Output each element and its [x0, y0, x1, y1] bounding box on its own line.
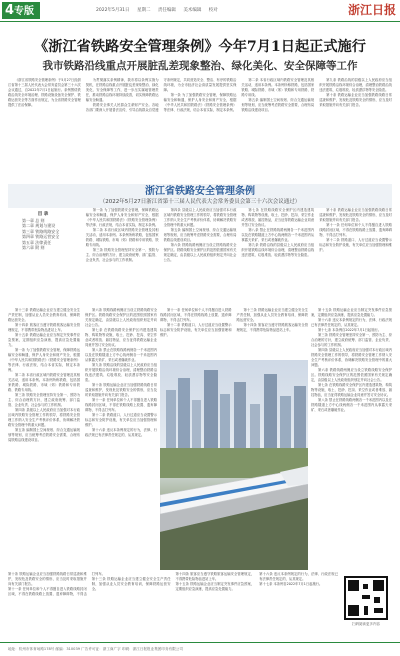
regulation-toc — [8, 212, 78, 264]
proofreader-label: 校对 — [208, 8, 218, 13]
qr-code[interactable] — [344, 576, 388, 620]
article-paragraph: 《浙江省铁路安全管理条例》于5月27日经浙江省第十三届人民代表大会常务委员会第三十六次会议通过，自2022年7月1日起施行。条例围绕铁路沿线安全环境治理、铁路设施设备安全保护、铁路运营安全等方面作出规定，为全省铁路安全管理提供了法治保障。 — [8, 78, 81, 107]
regulation-article: 第七条 在铁路线路安全保护区内建造建筑物、构筑物等设施，取土、挖砂、挖沟、采空作业或者堆放、悬挂物品，应当征得铁路运输企业同意并签订安全协议。 — [311, 383, 392, 397]
regulation-article: 第六条 铁路线路两侧应当设立铁路线路安全保护区。铁路线路安全保护区的范围依照国家有关规定确定，由县级以上人民政府组织划定并向社会公告。 — [163, 243, 237, 262]
toc-heading: 目 录 — [37, 212, 49, 217]
regulation-article: 第十一条 任何单位和个人不得擅自进入铁路线路封闭区域，不得在铁路线路上放置、遗弃障碍物，不得击打列车。 — [319, 223, 392, 237]
article-paragraph: 铁路安全事关人民群众生命财产安全。各地各部门要深入开展普法宣传，引导沿线群众自觉遵守条例规定，共同营造安全、整洁、有序的铁路沿线环境，为全市经济社会高质量发展提供坚实保障。 — [85, 78, 237, 112]
train-photo — [160, 360, 308, 570]
regulation-article: 第十二条 铁路道口、人行过道应当设置警示标志和安全防护设施，有关单位应当加强管理和维护。 — [160, 323, 232, 337]
regulation-body-right — [311, 308, 392, 570]
page-number: 4 — [5, 3, 15, 18]
regulation-article: 第十六条 违反本条例规定的行为，法律、行政法规已有法律责任规定的，从其规定。 — [259, 572, 338, 581]
article-subhead: 我市铁路沿线重点开展脏乱差现象整治、绿化美化、安全保障等工作 — [42, 60, 358, 72]
regulation-title: 浙江省铁路安全管理条例 — [145, 186, 255, 197]
regulation-body-middle — [160, 308, 308, 358]
regulation-banner — [8, 184, 392, 208]
regulation-article: 第七条 在铁路线路安全保护区内建造建筑物、构筑物等设施，取土、挖砂、挖沟、采空作业或者堆放、悬挂物品，应当征得铁路运输企业同意并签订安全协议。 — [85, 328, 157, 347]
toc-item: 第四章 铁路运营安全 — [22, 234, 60, 240]
regulation-subtitle: （2022年5月27日浙江省第十三届人民代表大会常务委员会第三十六次会议通过） — [99, 199, 301, 205]
regulation-article: 第十五条 铁路运输企业应当制定突发事件应急预案，定期组织应急演练，提高应急处置能力。 — [311, 308, 392, 317]
regulation-article: 第五条 编制国土空间规划、综合交通运输规划等规划，应当统筹考虑铁路安全需要，合理布局铁路沿线建设项目。 — [8, 428, 80, 442]
issue-weekday: 星期二 — [136, 8, 151, 13]
page-masthead — [0, 0, 400, 22]
article-paragraph: 第五条 编制国土空间规划、综合交通运输规划等规划，应当统筹考虑铁路安全需要，合理布局铁路沿线建设项目。 — [241, 98, 315, 112]
regulation-article: 第十一条 任何单位和个人不得擅自进入铁路线路封闭区域，不得在铁路线路上放置、遗弃障碍物，不得击打列车。 — [160, 308, 232, 322]
regulation-article: 第十五条 铁路运输企业应当制定突发事件应急预案，定期组织应急演练，提高应急处置能力。 — [8, 333, 80, 347]
article-paragraph: 第二条 本省行政区域内铁路安全管理及其相关活动，适用本条例。本条例所称铁路，包括国家铁路、城际铁路、市域（郊）铁路和专用铁路、铁路专用线。 — [241, 78, 315, 97]
newspaper-logo: 浙江日报 — [347, 3, 396, 17]
regulation-article: 第一条 为了加强铁路安全管理，保障铁路运输安全和畅通，保护人身安全和财产安全，根据《中华人民共和国铁路法》《铁路安全管理条例》等法律、行政法规，结合本省实际，制定本条例。 — [8, 348, 80, 372]
regulation-article: 第一条 为了加强铁路安全管理，保障铁路运输安全和畅通，保护人身安全和财产安全，根据《中华人民共和国铁路法》《铁路安全管理条例》等法律、行政法规，结合本省实际，制定本条例。 — [85, 208, 159, 227]
regulation-article: 第八条 禁止在铁路线路两侧各一千米范围内以及在铁路隧道上方中心线两侧各一千米范围内从事露天采矿、采石或者爆破作业。 — [311, 398, 392, 412]
regulation-article: 第七条 在铁路线路安全保护区内建造建筑物、构筑物等设施，取土、挖砂、挖沟、采空作业或者堆放、悬挂物品，应当征得铁路运输企业同意并签订安全协议。 — [241, 208, 315, 227]
regulation-article: 第九条 铁路沿线的县级以上人民政府应当组织开展铁路沿线环境综合治理，清理整治铁路沿线违法建筑、垃圾堆放、轻质漂浮物等安全隐患。 — [85, 363, 157, 382]
regulation-article: 第十四条 旅客应当遵守铁路旅客运输安全管理规定，不得携带危险物品进站上车。 — [236, 323, 308, 332]
article-paragraph: 第一条 为了加强铁路安全管理，保障铁路运输安全和畅通，保护人身安全和财产安全，根据《中华人民共和国铁路法》《铁路安全管理条例》等法律、行政法规，结合本省实际，制定本条例。 — [163, 93, 237, 112]
toc-item: 第五章 法律责任 — [22, 239, 52, 245]
regulation-article: 第八条 禁止在铁路线路两侧各一千米范围内以及在铁路隧道上方中心线两侧各一千米范围内从事露天采矿、采石或者爆破作业。 — [241, 228, 315, 242]
designer-label: 美术编辑 — [183, 8, 202, 13]
masthead-meta — [96, 6, 256, 16]
regulation-article: 第十一条 任何单位和个人不得擅自进入铁路线路封闭区域，不得在铁路线路上放置、遗弃障碍物，不得击打列车。 — [85, 398, 157, 412]
regulation-article: 第十六条 违反本条例规定的行为，法律、行政法规已有法律责任规定的，从其规定。 — [311, 318, 392, 327]
toc-item: 第一章 总 则 — [22, 218, 45, 223]
regulation-article: 第四条 县级以上人民政府应当加强对本行政区域内铁路安全管理工作的领导，将铁路安全管理工作纳入安全生产考核评价体系，协调解决铁路安全管理中的重大问题。 — [311, 348, 392, 367]
train-illustration — [160, 360, 308, 570]
page-number-badge — [2, 2, 40, 19]
regulation-article: 第六条 铁路线路两侧应当设立铁路线路安全保护区。铁路线路安全保护区的范围依照国家有关规定确定，由县级以上人民政府组织划定并向社会公告。 — [85, 308, 157, 327]
section-name: 专版 — [14, 6, 35, 17]
regulation-article: 第十五条 铁路运输企业应当制定突发事件应急预案，定期组织应急演练，提高应急处置能力。 — [175, 582, 255, 591]
regulation-article: 第十二条 铁路道口、人行过道应当设置警示标志和安全防护设施，有关单位应当加强管理和维护。 — [319, 238, 392, 252]
regulation-article: 第十六条 违反本条例规定的行为，法律、行政法规已有法律责任规定的，从其规定。 — [85, 428, 157, 437]
regulation-article: 第十条 铁路运输企业应当加强铁路线路日常巡查和维护，发现危及铁路安全的情形，应当及时采取措施并向有关部门报告。 — [8, 572, 87, 586]
regulation-article: 第十三条 铁路运输企业应当建立健全安全生产责任制，加强从业人员安全教育培训，保障铁路运营安全。 — [8, 308, 80, 322]
regulation-article: 第二条 本省行政区域内铁路安全管理及其相关活动，适用本条例。本条例所称铁路，包括国家铁路、城际铁路、市域（郊）铁路和专用铁路、铁路专用线。 — [8, 373, 80, 392]
regulation-article: 第三条 铁路安全管理坚持安全第一、预防为主、综合治理的方针，建立政府统筹、部门监管、企业负责、社会参与的工作机制。 — [8, 393, 80, 407]
regulation-article: 第十三条 铁路运输企业应当建立健全安全生产责任制，加强从业人员安全教育培训，保障铁路运营安全。 — [236, 308, 308, 322]
regulation-article: 第三条 铁路安全管理坚持安全第一、预防为主、综合治理的方针，建立政府统筹、部门监管、企业负责、社会参与的工作机制。 — [311, 333, 392, 347]
regulation-article: 第十条 铁路运输企业应当加强铁路线路日常巡查和维护，发现危及铁路安全的情形，应当及时采取措施并向有关部门报告。 — [319, 208, 392, 222]
regulation-article: 第十一条 任何单位和个人不得擅自进入铁路线路封闭区域，不得在铁路线路上放置、遗弃障碍物，不得击打列车。 — [8, 572, 105, 596]
regulation-article: 第十四条 旅客应当遵守铁路旅客运输安全管理规定，不得携带危险物品进站上车。 — [175, 572, 255, 581]
regulation-body-left — [8, 308, 157, 570]
toc-item: 第三章 铁路线路安全 — [22, 228, 60, 234]
regulation-article: 第六条 铁路线路两侧应当设立铁路线路安全保护区。铁路线路安全保护区的范围依照国家有关规定确定，由县级以上人民政府组织划定并向社会公告。 — [311, 368, 392, 382]
regulation-article: 第四条 县级以上人民政府应当加强对本行政区域内铁路安全管理工作的领导，将铁路安全管理工作纳入安全生产考核评价体系，协调解决铁路安全管理中的重大问题。 — [8, 408, 80, 427]
qr-caption: 扫码阅读更多内容 — [352, 622, 380, 626]
regulation-article: 第四条 县级以上人民政府应当加强对本行政区域内铁路安全管理工作的领导，将铁路安全管理工作纳入安全生产考核评价体系，协调解决铁路安全管理中的重大问题。 — [163, 208, 237, 227]
regulation-article: 第十三条 铁路运输企业应当建立健全安全生产责任制，加强从业人员安全教育培训，保障铁路运营安全。 — [91, 577, 171, 591]
regulation-article: 第十七条 本条例自2022年7月1日起施行。 — [259, 582, 323, 586]
regulation-article: 第十七条 本条例自2022年7月1日起施行。 — [318, 328, 382, 332]
regulation-article: 第十四条 旅客应当遵守铁路旅客运输安全管理规定，不得携带危险物品进站上车。 — [8, 323, 80, 332]
article-paragraph: 第十条 铁路运输企业应当加强铁路线路日常巡查和维护，发现危及铁路安全的情形，应当及时采取措施并向有关部门报告。 — [319, 93, 392, 107]
toc-item: 第六章 附 则 — [22, 245, 45, 251]
issue-date: 2022年5月31日 — [96, 8, 130, 13]
article-body — [8, 78, 392, 182]
regulation-article: 第八条 禁止在铁路线路两侧各一千米范围内以及在铁路隧道上方中心线两侧各一千米范围内从事露天采矿、采石或者爆破作业。 — [85, 348, 157, 362]
editor-label: 责任编辑 — [157, 8, 176, 13]
regulation-article: 第五条 编制国土空间规划、综合交通运输规划等规划，应当统筹考虑铁路安全需要，合理布局铁路沿线建设项目。 — [163, 228, 237, 242]
article-headline: 《浙江省铁路安全管理条例》今年7月1日起正式施行 — [34, 39, 366, 55]
regulation-article: 第十二条 铁路道口、人行过道应当设置警示标志和安全防护设施，有关单位应当加强管理和维护。 — [85, 413, 157, 427]
regulation-article: 第二条 本省行政区域内铁路安全管理及其相关活动，适用本条例。本条例所称铁路，包括国家铁路、城际铁路、市域（郊）铁路和专用铁路、铁路专用线。 — [85, 228, 159, 247]
regulation-article: 第三条 铁路安全管理坚持安全第一、预防为主、综合治理的方针，建立政府统筹、部门监管、企业负责、社会参与的工作机制。 — [85, 248, 159, 262]
page-footer: 地址：杭州市体育场路178号 邮编：310039 广告许可证：浙工商广字 印刷：浙江日报报业集团印务有限公司 — [0, 642, 400, 656]
article-paragraph: 第九条 铁路沿线的县级以上人民政府应当组织开展铁路沿线环境综合治理，清理整治铁路沿线违法建筑、垃圾堆放、轻质漂浮物等安全隐患。 — [319, 78, 392, 92]
regulation-article: 第十条 铁路运输企业应当加强铁路线路日常巡查和维护，发现危及铁路安全的情形，应当及时采取措施并向有关部门报告。 — [85, 383, 157, 397]
bottom-section — [8, 572, 392, 638]
regulation-article: 第九条 铁路沿线的县级以上人民政府应当组织开展铁路沿线环境综合治理，清理整治铁路沿线违法建筑、垃圾堆放、轻质漂浮物等安全隐患。 — [241, 243, 315, 257]
toc-item: 第二章 规划与建设 — [22, 223, 56, 229]
regulation-body-bottom — [8, 572, 338, 638]
article-paragraph: 为贯彻落实条例精神，我市将以条例实施为契机，在铁路沿线重点开展脏乱差现象整治、绿化美化、安全保障等工作，进一步压实属地管理责任，推动铁路沿线环境持续改善，切实保障铁路运输安全畅通。 — [85, 78, 159, 102]
